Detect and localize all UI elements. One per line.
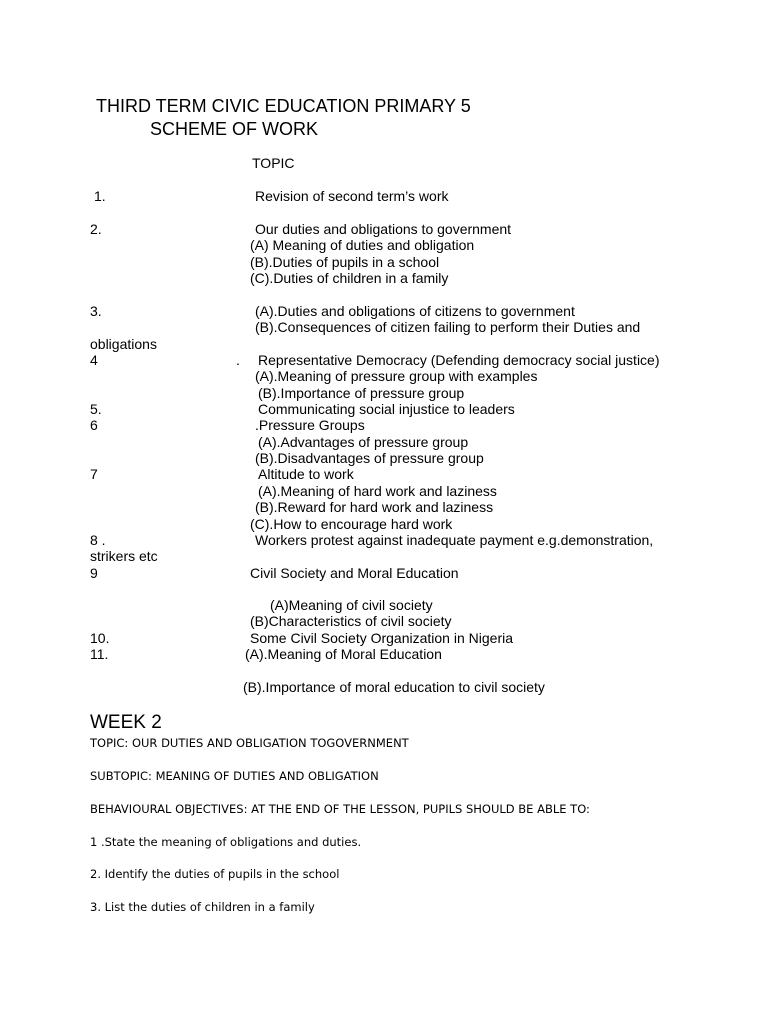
week-number: 1. xyxy=(94,188,106,204)
subtopic-item: (A).Advantages of pressure group xyxy=(258,434,469,450)
subtopic-item: (B).Importance of pressure group xyxy=(258,385,465,401)
topic-item: Some Civil Society Organization in Nigeria xyxy=(250,630,513,646)
week-number: 6 xyxy=(90,417,98,433)
topic-item-continuation: strikers etc xyxy=(90,548,158,564)
document-title-line2: SCHEME OF WORK xyxy=(150,119,319,139)
week-heading: WEEK 2 xyxy=(90,712,162,733)
subtopic-item: (B).Duties of pupils in a school xyxy=(250,254,440,270)
topic-item: Representative Democracy (Defending democracy social justice) xyxy=(258,352,660,368)
subtopic-item: (B).Importance of moral education to civil society xyxy=(243,679,545,695)
objective-item: 2. Identify the duties of pupils in the school xyxy=(90,867,340,881)
week-number: 7 xyxy=(90,466,98,482)
subtopic-item: (B)Characteristics of civil society xyxy=(250,613,452,629)
objective-item: 1 .State the meaning of obligations and duties. xyxy=(90,835,362,849)
week-number: 2. xyxy=(90,221,102,237)
document-title-line1: THIRD TERM CIVIC EDUCATION PRIMARY 5 xyxy=(96,96,471,116)
week-number: 4 xyxy=(90,352,98,368)
subtopic-item-continuation: obligations xyxy=(90,336,157,352)
lesson-topic: TOPIC: OUR DUTIES AND OBLIGATION TOGOVERNMENT xyxy=(90,736,409,750)
week-number: 3. xyxy=(90,303,102,319)
lesson-subtopic: SUBTOPIC: MEANING OF DUTIES AND OBLIGATION xyxy=(90,769,379,783)
objective-item: 3. List the duties of children in a family xyxy=(90,900,315,914)
subtopic-item: (A).Meaning of pressure group with examples xyxy=(255,368,538,384)
subtopic-item: (A)Meaning of civil society xyxy=(270,597,433,613)
week-number: 9 xyxy=(90,565,98,581)
topic-item: Communicating social injustice to leaders xyxy=(258,401,515,417)
topic-item: Our duties and obligations to government xyxy=(255,221,512,237)
subtopic-item: (B).Disadvantages of pressure group xyxy=(255,450,484,466)
subtopic-item: (C).Duties of children in a family xyxy=(250,270,449,286)
topic-item: Revision of second term’s work xyxy=(255,188,449,204)
week-number: 11. xyxy=(90,646,109,662)
topic-item: .Pressure Groups xyxy=(255,417,365,433)
topic-column-header: TOPIC xyxy=(252,155,295,171)
topic-item: Workers protest against inadequate payment e.g.demonstration, xyxy=(255,532,654,548)
week-number: 5. xyxy=(90,401,102,417)
subtopic-item: (B).Reward for hard work and laziness xyxy=(255,499,494,515)
subtopic-item: (A).Meaning of Moral Education xyxy=(245,646,442,662)
topic-item: Altitude to work xyxy=(258,466,354,482)
week-number: 8 . xyxy=(90,532,106,548)
behavioural-objectives-heading: BEHAVIOURAL OBJECTIVES: AT THE END OF THE LESSON, PUPILS SHOULD BE ABLE TO: xyxy=(90,802,590,816)
subtopic-item: (A) Meaning of duties and obligation xyxy=(250,237,475,253)
subtopic-item: (A).Meaning of hard work and laziness xyxy=(258,483,497,499)
subtopic-item: (A).Duties and obligations of citizens to government xyxy=(255,303,575,319)
subtopic-item: (C).How to encourage hard work xyxy=(250,516,453,532)
topic-item: Civil Society and Moral Education xyxy=(250,565,459,581)
stray-dot: . xyxy=(236,352,240,368)
subtopic-item: (B).Consequences of citizen failing to perform their Duties and xyxy=(255,319,641,335)
week-number: 10. xyxy=(90,630,110,646)
